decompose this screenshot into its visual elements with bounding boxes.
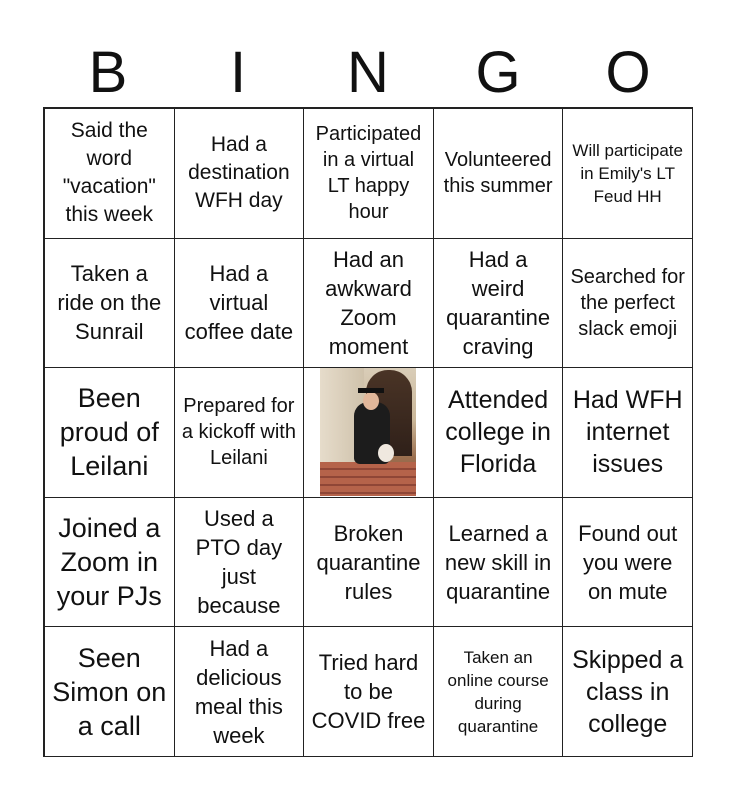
bingo-cell[interactable] [562,367,693,498]
bingo-cell[interactable] [174,497,305,628]
bingo-cell[interactable] [303,497,434,628]
cell-text: Learned a new skill in quarantine [444,520,552,604]
graduation-photo [320,368,416,496]
cell-text: Skipped a class in college [572,645,684,738]
cell-text: Participated in a virtual LT happy hour [315,123,422,224]
cell-text: Used a PTO day just because [195,506,283,619]
bingo-cell[interactable] [44,497,175,628]
cell-text: Said the word "vacation" this week [62,119,156,227]
bingo-cell[interactable] [562,626,693,757]
header-letter-o: O [605,40,651,105]
cell-text: Taken an online course during quarantine [447,647,549,736]
cell-text: Had an awkward Zoom moment [325,246,412,359]
cell-text: Searched for the perfect slack emoji [570,265,685,340]
bingo-cell[interactable] [562,497,693,628]
header-letter-g: G [475,40,521,105]
bingo-cell[interactable] [433,497,564,628]
bingo-cell[interactable] [174,238,305,369]
bingo-cell[interactable] [303,108,434,239]
cell-text: Taken a ride on the Sunrail [57,261,162,345]
header-letter-n: N [347,40,389,105]
cell-text: Found out you were on mute [578,520,678,604]
bingo-cell[interactable] [433,367,564,498]
cell-text: Will participate in Emily's LT Feud HH [572,140,683,206]
bingo-cell[interactable] [303,626,434,757]
bingo-cell[interactable] [433,626,564,757]
bingo-cell[interactable] [174,367,305,498]
bingo-cell[interactable] [44,108,175,239]
cell-text: Tried hard to be COVID free [311,650,426,734]
cell-text: Had WFH internet issues [572,386,683,479]
cell-text: Prepared for a kickoff with Leilani [181,395,296,470]
cell-text: Had a destination WFH day [188,133,290,213]
bingo-card [43,107,693,757]
header-letter-i: I [229,40,247,105]
cell-text: Broken quarantine rules [316,520,421,604]
cell-text: Joined a Zoom in your PJs [56,513,162,612]
bingo-cell[interactable] [433,238,564,369]
cell-text: Attended college in Florida [445,386,551,479]
cell-text: Seen Simon on a call [52,642,167,741]
header-letter-b: B [88,40,128,105]
bingo-cell[interactable] [433,108,564,239]
bingo-cell[interactable] [562,108,693,239]
free-space-cell[interactable] [303,367,434,498]
bingo-cell[interactable] [44,626,175,757]
bingo-cell[interactable] [44,238,175,369]
bingo-cell[interactable] [44,367,175,498]
bingo-cell[interactable] [174,626,305,757]
cell-text: Had a virtual coffee date [184,261,294,345]
bingo-cell[interactable] [174,108,305,239]
cell-text: Had a delicious meal this week [194,635,283,748]
bingo-cell[interactable] [562,238,693,369]
cell-text: Had a weird quarantine craving [446,246,551,359]
cell-text: Volunteered this summer [443,149,553,198]
bingo-header [43,38,693,108]
bingo-cell[interactable] [303,238,434,369]
cell-text: Been proud of Leilani [59,383,159,482]
